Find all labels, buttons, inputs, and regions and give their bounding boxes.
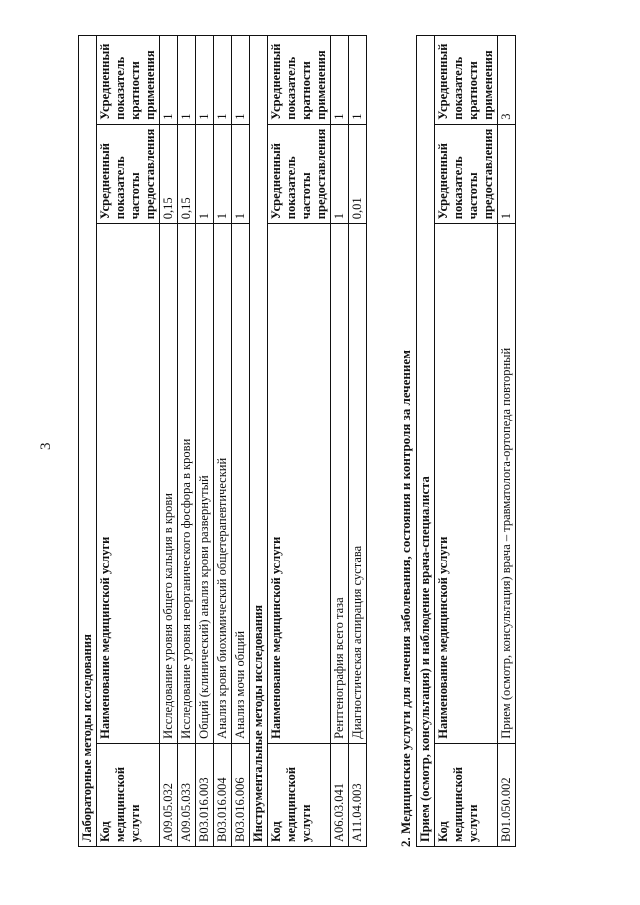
lab-methods-table: [78, 35, 367, 847]
header-frequency: Усредненный показатель частоты предоставления: [268, 124, 331, 224]
treatment-services-table: [416, 35, 516, 847]
table-row: [196, 36, 214, 847]
table-row: [498, 36, 516, 847]
header-frequency: Усредненный показатель частоты предоставления: [97, 124, 160, 224]
lab-section-title: Лабораторные методы исследования: [79, 36, 97, 847]
cell-name: Исследование уровня неорганического фосфора в крови: [178, 224, 196, 744]
cell-multiplicity: 1: [232, 36, 250, 125]
cell-frequency: 1: [331, 124, 349, 224]
cell-frequency: 0,15: [160, 124, 178, 224]
cell-frequency: 1: [196, 124, 214, 224]
table-header-row: [97, 36, 160, 847]
header-multiplicity: Усредненный показатель кратности применения: [268, 36, 331, 125]
cell-name: Анализ крови биохимический общетерапевтический: [214, 224, 232, 744]
cell-code: B03.016.003: [196, 743, 214, 846]
table-row: [178, 36, 196, 847]
cell-frequency: 0,01: [349, 124, 367, 224]
cell-code: B01.050.002: [498, 743, 516, 846]
cell-code: A06.03.041: [331, 743, 349, 846]
header-code: Код медицинской услуги: [97, 743, 160, 846]
cell-multiplicity: 1: [196, 36, 214, 125]
cell-multiplicity: 1: [331, 36, 349, 125]
cell-name: Общий (клинический) анализ крови развернутый: [196, 224, 214, 744]
cell-code: B03.016.006: [232, 743, 250, 846]
cell-name: Диагностическая аспирация сустава: [349, 224, 367, 744]
cell-frequency: 1: [498, 124, 516, 224]
section2-title: 2. Медицинские услуги для лечения заболевания, состояния и контроля за лечением: [398, 349, 413, 847]
table-row: [349, 36, 367, 847]
table-row: [160, 36, 178, 847]
cell-name: Исследование уровня общего кальция в крови: [160, 224, 178, 744]
table-row: [214, 36, 232, 847]
page-number: 3: [38, 442, 54, 450]
header-multiplicity: Усредненный показатель кратности применения: [97, 36, 160, 125]
table-row: [232, 36, 250, 847]
cell-code: A11.04.003: [349, 743, 367, 846]
cell-code: B03.016.004: [214, 743, 232, 846]
instr-section-title: Инструментальные методы исследования: [250, 36, 268, 847]
cell-name: Анализ мочи общий: [232, 224, 250, 744]
cell-multiplicity: 1: [214, 36, 232, 125]
cell-frequency: 1: [214, 124, 232, 224]
cell-multiplicity: 1: [160, 36, 178, 125]
cell-multiplicity: 1: [349, 36, 367, 125]
cell-name: Прием (осмотр, консультация) врача – травматолога-ортопеда повторный: [498, 224, 516, 743]
cell-code: A09.05.032: [160, 743, 178, 846]
header-multiplicity: Усредненный показатель кратности применения: [435, 36, 498, 125]
cell-multiplicity: 3: [498, 36, 516, 125]
table-header-row: [435, 36, 498, 847]
cell-multiplicity: 1: [178, 36, 196, 125]
s2-subsection-title: Прием (осмотр, консультация) и наблюдение врача-специалиста: [417, 36, 435, 847]
cell-name: Рентгенография всего таза: [331, 224, 349, 744]
header-code: Код медицинской услуги: [268, 743, 331, 846]
cell-frequency: 1: [232, 124, 250, 224]
header-name: Наименование медицинской услуги: [268, 224, 331, 744]
header-name: Наименование медицинской услуги: [97, 224, 160, 744]
header-name: Наименование медицинской услуги: [435, 224, 498, 743]
cell-code: A09.05.033: [178, 743, 196, 846]
table-header-row: [268, 36, 331, 847]
header-frequency: Усредненный показатель частоты предоставления: [435, 124, 498, 224]
table-row: [331, 36, 349, 847]
header-code: Код медицинской услуги: [435, 743, 498, 846]
cell-frequency: 0,15: [178, 124, 196, 224]
